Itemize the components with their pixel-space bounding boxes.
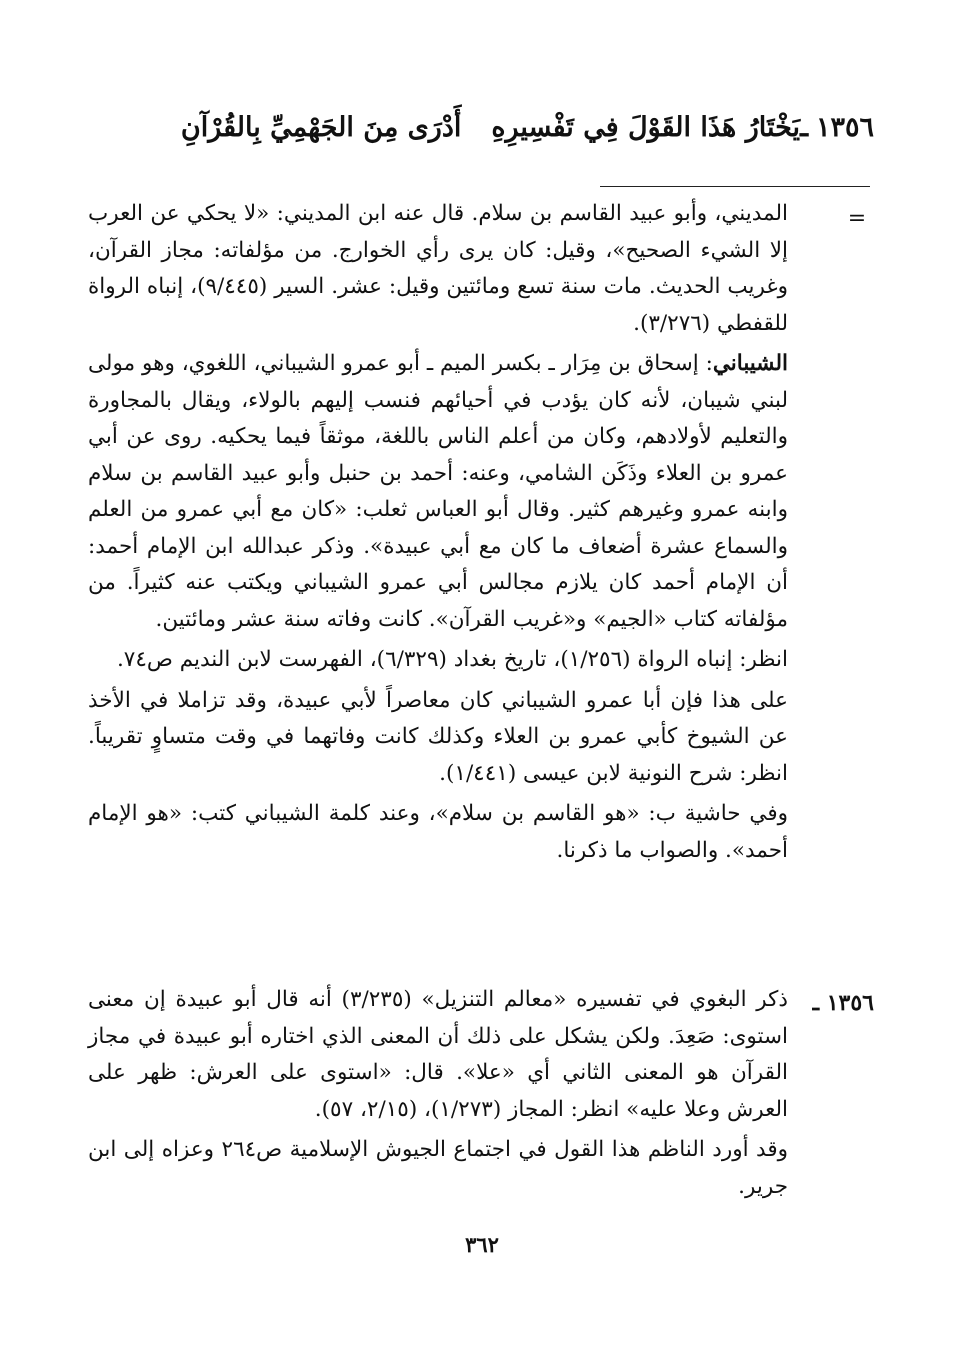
continuation-marker: = <box>847 206 867 231</box>
verse-header <box>74 112 874 143</box>
verse-hemistich-first: يَخْتَارُ هَذَا القَوْلَ فِي تَفْسِيرِهِ <box>491 112 801 143</box>
verse-hemistich-second: أَدْرَى مِنَ الجَهْمِيِّ بِالقُرْآنِ <box>180 112 462 143</box>
footnote-separator <box>600 186 870 187</box>
footnote-paragraph: وقد أورد الناظم هذا القول في اجتماع الجيوش الإسلامية ص٢٦٤ وعزاه إلى ابن جرير. <box>88 1137 789 1199</box>
footnote-entry-name: الشيباني <box>712 351 788 376</box>
footnote-paragraph: على هذا فإن أبا عمرو الشيباني كان معاصراً لأبي عبيدة، وقد تزاملا في الأخذ عن الشيوخ كأبي عمرو بن العلاء وكذلك كانت وفاتهما في وقت متساوٍ تقريباً. انظر: شرح النونية لابن عيسى (١/٤٤١). <box>88 687 788 786</box>
page-number: ٣٦٢ <box>465 1232 499 1257</box>
footnote-1356 <box>88 982 788 1209</box>
verse-number: ١٣٥٦ <box>815 112 874 143</box>
footnote-paragraph <box>88 346 788 638</box>
footnote-paragraph: المديني، وأبو عبيد القاسم بن سلام. قال عنه ابن المديني: «لا يحكي عن العرب إلا الشيء الصحيح»، وقيل: كان يرى رأي الخوارج. من مؤلفاته: مجاز القرآن، وغريب الحديث. مات سنة تسع ومائتين وقيل: عشر. السير (٩/٤٤٥)، إنباه الرواة للقفطي (٣/٢٧٦). <box>88 201 788 336</box>
footnote-paragraph: ذكر البغوي في تفسيره «معالم التنزيل» (٣/٢٣٥) أنه قال أبو عبيدة إن معنى استوى: صَعِدَ. ولكن يشكل على ذلك أن المعنى الذي اختاره أبو عبيدة في مجاز القرآن هو المعنى الثاني أي «علا». قال: «استوى على العرش: ظهر على العرش وعلا عليه» انظر: المجاز (١/٢٧٣)، (٢/١٥، ٥٧). <box>88 987 788 1122</box>
footnote-paragraph: وفي حاشية ب: «هو القاسم بن سلام»، وعند كلمة الشيباني كتب: «هو الإمام أحمد». والصواب ما ذكرنا. <box>88 801 788 863</box>
footnote-entry-text: : إسحاق بن مِرَار ـ بكسر الميم ـ أبو عمرو الشيباني، اللغوي، وهو مولى لبني شيبان، لأنه كان يؤدب في أحيائهم فنسب إليهم بالولاء، ويقال بالمجاورة والتعليم لأولادهم، وكان من أعلم الناس باللغة، موثقاً فيما يحكيه. روى عن أبي عمرو بن العلاء وذَكَن الشامي، وعنه: أحمد بن حنبل وأبو عبيد القاسم بن سلام وابنه عمرو وغيرهم كثير. وقال أبو العباس ثعلب: «كان مع أبي عمرو من العلم والسماع عشرة أضعاف ما كان مع أبي عبيدة». وذكر عبدالله ابن الإمام أحمد: أن الإمام أحمد كان يلازم مجالس أبي عمرو الشيباني ويكتب عنه كثيراً. من مؤلفاته كتاب «الجيم» و«غريب القرآن». كانت وفاته سنة عشر ومائتين. <box>88 351 788 632</box>
footnotes-continued <box>88 196 788 873</box>
verse-dash: ـ <box>800 112 808 143</box>
footnote-paragraph: انظر: إنباه الرواة (١/٢٥٦)، تاريخ بغداد (٦/٣٢٩)، الفهرست لابن النديم ص٧٤. <box>116 647 788 672</box>
footnote-number: ١٣٥٦ ـ <box>812 990 874 1016</box>
